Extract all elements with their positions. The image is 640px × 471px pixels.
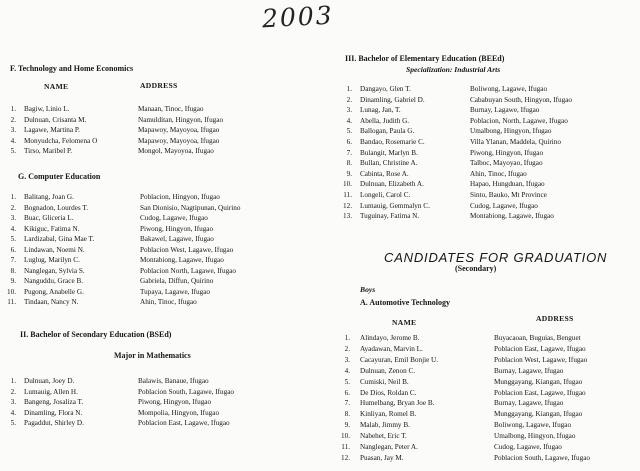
person-address: Umalbong, Hingyon, Ifugao <box>470 127 552 136</box>
list-item <box>0 84 640 94</box>
person-address: Poblacion, Hingyon, Ifugao <box>140 193 220 201</box>
person-address: Piwong, Hingyon, Ifugao <box>140 224 214 233</box>
list-item <box>0 333 640 343</box>
list-item <box>0 234 640 244</box>
person-name: Dulnuan, Elizabeth A. <box>360 180 424 189</box>
person-name: Dinamling, Gabriel D. <box>360 95 425 104</box>
person-name: Longeli, Carol C. <box>360 191 411 199</box>
list-item <box>0 442 640 452</box>
person-name: Pugong, Anabelle G. <box>24 287 84 296</box>
item-number: 4. <box>10 136 16 145</box>
list-item <box>0 179 640 189</box>
person-address: Poblacion South, Lagawe, Ifugao <box>494 453 591 462</box>
boys-heading: Boys <box>360 285 376 294</box>
list-item <box>0 297 640 307</box>
item-number: 7. <box>346 148 352 157</box>
item-number: 2. <box>10 115 16 124</box>
person-name: Bangeng, Josaliza T. <box>24 398 84 406</box>
person-name: Nanguddu, Grace B. <box>24 277 84 285</box>
list-item <box>0 255 640 265</box>
person-address: Poblacion West, Lagawe, Ifugao <box>140 245 234 254</box>
list-item <box>0 377 640 387</box>
item-number: 1. <box>10 105 16 113</box>
list-item <box>0 126 640 136</box>
person-name: Lindawan, Noemi N. <box>24 245 85 254</box>
person-name: De Dios, Roldan C. <box>360 388 417 397</box>
person-address: Cudog, Lagawe, Ifugao <box>140 214 208 222</box>
item-number: 3. <box>10 398 16 406</box>
list-item <box>0 355 640 365</box>
person-address: Poblacion East, Lagawe, Ifugao <box>138 419 230 427</box>
item-number: 2. <box>10 203 16 212</box>
person-address: Cudog, Lagawe, Ifugao <box>470 201 538 210</box>
item-number: 12. <box>341 453 350 462</box>
item-number: 8. <box>346 159 352 168</box>
person-name: Humelbang, Bryan Joe B. <box>360 399 435 408</box>
list-item <box>0 169 640 179</box>
person-address: Manaan, Tinoc, Ifugao <box>138 105 204 113</box>
person-address: Sinto, Bauko, Mt Province <box>470 191 547 199</box>
person-address: Montabiong, Lagawe, Ifugao <box>140 256 224 264</box>
person-address: Boliwong, Lagawe, Ifugao <box>494 421 572 430</box>
item-number: 6. <box>346 138 352 146</box>
person-name: Malab, Jimmy B. <box>360 421 410 430</box>
person-address: Boliwong, Lagawe, Ifugao <box>470 85 548 93</box>
list-item <box>0 431 640 441</box>
person-name: Kikiguc, Fatima N. <box>24 224 80 233</box>
person-address: Namulditan, Hingyon, Ifugao <box>138 115 224 124</box>
person-address: Gabriela, Diffun, Quirino <box>140 277 214 285</box>
person-name: Dangayo, Glen T. <box>360 85 411 93</box>
person-name: Lumauig, Gemmalyn C. <box>360 201 430 210</box>
person-address: Cababuyan South, Hingyon, Ifugao <box>470 95 573 104</box>
item-number: 7. <box>10 256 16 264</box>
list-item <box>0 287 640 297</box>
section-ii-title: II. Bachelor of Secondary Education (BSEd) <box>20 330 172 339</box>
list-item <box>0 211 640 221</box>
person-address: Munggayang, Kiangan, Ifugao <box>494 377 583 386</box>
specialization-subtitle: Specialization: Industrial Arts <box>406 65 501 74</box>
person-name: Tindaan, Nancy N. <box>24 298 79 306</box>
person-name: Cabinta, Rose A. <box>360 169 409 178</box>
person-address: Piwong, Hingyon, Ifugao <box>470 148 544 157</box>
item-number: 10. <box>7 287 16 296</box>
person-name: Lumauig, Allen H. <box>24 387 78 396</box>
person-name: Alindayo, Jerome B. <box>360 334 420 342</box>
person-address: Burnay, Lagawe, Ifugao <box>494 399 564 408</box>
person-name: Monyudcha, Felomena O <box>24 136 98 145</box>
person-name: Dulnuan, Zenon C. <box>360 366 416 375</box>
list-item <box>0 148 640 158</box>
item-number: 11. <box>343 191 352 199</box>
person-address: Munggayang, Kiangan, Ifugao <box>494 410 583 419</box>
person-name: Luglug, Marilyn C. <box>24 256 80 264</box>
list-item <box>0 137 640 147</box>
person-name: Pagaddut, Shirley D. <box>24 419 84 427</box>
item-number: 10. <box>343 180 352 189</box>
person-address: Poblacion South, Lagawe, Ifugao <box>138 387 235 396</box>
major-subtitle: Major in Mathematics <box>114 351 191 360</box>
item-number: 13. <box>343 212 352 221</box>
item-number: 5. <box>346 127 352 136</box>
person-name: Cumiski, Neil B. <box>360 377 409 386</box>
section-f-title: F. Technology and Home Economics <box>10 64 134 73</box>
item-number: 11. <box>341 443 350 451</box>
item-number: 1. <box>10 193 16 201</box>
person-name: Dinamling, Flora N. <box>24 408 83 417</box>
person-address: Mapawoy, Mayoyoa, Ifugao <box>138 126 220 134</box>
person-name: Tuguinay, Fatima N. <box>360 212 420 221</box>
person-name: Balitang, Joan G. <box>24 193 74 201</box>
list-item <box>0 276 640 286</box>
item-number: 8. <box>344 410 350 419</box>
list-item <box>0 266 640 276</box>
person-address: Poblacion East, Lagawe, Ifugao <box>494 388 586 397</box>
item-number: 3. <box>346 106 352 115</box>
person-address: Hapao, Hungduan, Ifugao <box>470 180 545 189</box>
list-item <box>0 366 640 376</box>
item-number: 4. <box>344 366 350 375</box>
item-number: 11. <box>7 298 16 306</box>
section-a-title: A. Automotive Technology <box>360 298 451 307</box>
person-address: Buyacaoan, Buguias, Benguet <box>494 334 581 342</box>
person-name: Lunag, Jan, T. <box>360 106 401 115</box>
list-item <box>0 224 640 234</box>
item-number: 2. <box>344 344 350 353</box>
list-item <box>0 398 640 408</box>
person-address: Ahin, Tinoc, Ifugao <box>470 169 527 178</box>
item-number: 3. <box>10 214 16 222</box>
item-number: 12. <box>343 201 352 210</box>
item-number: 9. <box>10 277 16 285</box>
list-item <box>0 420 640 430</box>
person-address: Balawis, Banaue, Ifugao <box>138 377 209 385</box>
item-number: 1. <box>344 334 350 342</box>
person-address: Villa Ylanan, Maddela, Quirino <box>470 138 561 146</box>
person-address: Mapawoy, Mayoyoa, Ifugao <box>138 136 220 145</box>
item-number: 7. <box>344 399 350 408</box>
person-name: Ballogan, Paula G. <box>360 127 415 136</box>
person-address: Piwong, Hingyon, Ifugao <box>138 398 212 406</box>
list-item <box>0 105 640 115</box>
list-item <box>0 116 640 126</box>
person-name: Nanglegan, Sylvia S. <box>24 266 85 275</box>
person-address: Talboc, Mayoyao, Ifugao <box>470 159 543 168</box>
person-name: Abella, Judith G. <box>360 116 410 125</box>
person-address: Tupaya, Lagawe, Ifugao <box>140 287 210 296</box>
item-number: 4. <box>346 116 352 125</box>
person-name: Kinliyan, Romel B. <box>360 410 417 419</box>
person-address: Mompolia, Hingyon, Ifugao <box>138 408 220 417</box>
person-address: Ahin, Tinoc, Ifugao <box>140 298 197 306</box>
person-address: Bakawel, Lagawe, Ifugao <box>140 235 214 243</box>
section-g-title: G. Computer Education <box>18 172 101 181</box>
person-address: San Dionisio, Nagtipunan, Quirino <box>140 203 241 212</box>
person-name: Lardizabal, Gina Mae T. <box>24 235 95 243</box>
person-name: Dulnuan, Crisanta M. <box>24 115 87 124</box>
person-name: Nanglegan, Peter A. <box>360 443 418 451</box>
item-number: 5. <box>10 419 16 427</box>
item-number: 9. <box>344 421 350 430</box>
person-name: Puasan, Jay M. <box>360 453 404 462</box>
person-name: Bulangit, Marlyn B. <box>360 148 418 157</box>
person-name: Ayadawan, Marvin L. <box>360 344 423 353</box>
person-address: Burnay, Lagawe, Ifugao <box>494 366 564 375</box>
person-address: Poblacion, North, Lagawe, Ifugao <box>470 116 568 125</box>
list-item <box>0 388 640 398</box>
handwritten-year: 2003 <box>261 0 335 34</box>
item-number: 1. <box>10 377 16 385</box>
person-address: Poblacion East, Lagawe, Ifugao <box>494 344 586 353</box>
list-item <box>0 158 640 168</box>
person-name: Bandao, Rosemarie C. <box>360 138 425 146</box>
person-name: Lagawe, Martina P. <box>24 126 80 134</box>
item-number: 2. <box>346 95 352 104</box>
person-address: Mongol, Mayoyoa, Ifugao <box>138 147 214 155</box>
item-number: 3. <box>344 355 350 364</box>
person-address: Burnay, Lagawe, Ifugao <box>470 106 540 115</box>
list-item <box>0 344 640 354</box>
candidates-title: CANDIDATES FOR GRADUATION <box>384 250 608 265</box>
person-name: Nabehet, Eric T. <box>360 432 407 441</box>
item-number: 9. <box>346 169 352 178</box>
item-number: 4. <box>10 408 16 417</box>
person-name: Bognadon, Lourdes T. <box>24 203 89 212</box>
item-number: 2. <box>10 387 16 396</box>
list-item <box>0 201 640 211</box>
item-number: 6. <box>344 388 350 397</box>
item-number: 5. <box>10 147 16 155</box>
item-number: 8. <box>10 266 16 275</box>
list-item <box>0 95 640 105</box>
address-header-left: ADDRESS <box>140 81 178 90</box>
person-address: Poblacion North, Lagawe, Ifugao <box>140 266 237 275</box>
person-name: Bagiw, Linio L. <box>24 105 70 113</box>
candidates-subtitle: (Secondary) <box>455 264 497 273</box>
person-name: Bullan, Christine A. <box>360 159 418 168</box>
list-item <box>0 245 640 255</box>
item-number: 5. <box>10 235 16 243</box>
name-header-left: NAME <box>44 82 69 91</box>
item-number: 10. <box>341 432 350 441</box>
person-name: Cacayuran, Emil Bonjie U. <box>360 355 439 364</box>
person-address: Poblacion West, Lagawe, Ifugao <box>494 355 588 364</box>
person-address: Cudog, Lagawe, Ifugao <box>494 443 562 451</box>
item-number: 5. <box>344 377 350 386</box>
name-header-right: NAME <box>392 318 417 327</box>
list-item <box>0 453 640 463</box>
person-name: Buac, Gliceria L. <box>24 214 74 222</box>
item-number: 3. <box>10 126 16 134</box>
person-name: Dulnuan, Joey D. <box>24 377 75 385</box>
list-item <box>0 190 640 200</box>
address-header-right: ADDRESS <box>536 314 574 323</box>
list-item <box>0 409 640 419</box>
person-address: Montabiong, Lagawe, Ifugao <box>470 212 554 221</box>
item-number: 1. <box>346 85 352 93</box>
item-number: 4. <box>10 224 16 233</box>
item-number: 6. <box>10 245 16 254</box>
person-address: Umalbong, Hingyon, Ifugao <box>494 432 576 441</box>
person-name: Tirso, Maribel P. <box>24 147 73 155</box>
section-iii-title: III. Bachelor of Elementary Education (BEEd) <box>345 54 505 63</box>
